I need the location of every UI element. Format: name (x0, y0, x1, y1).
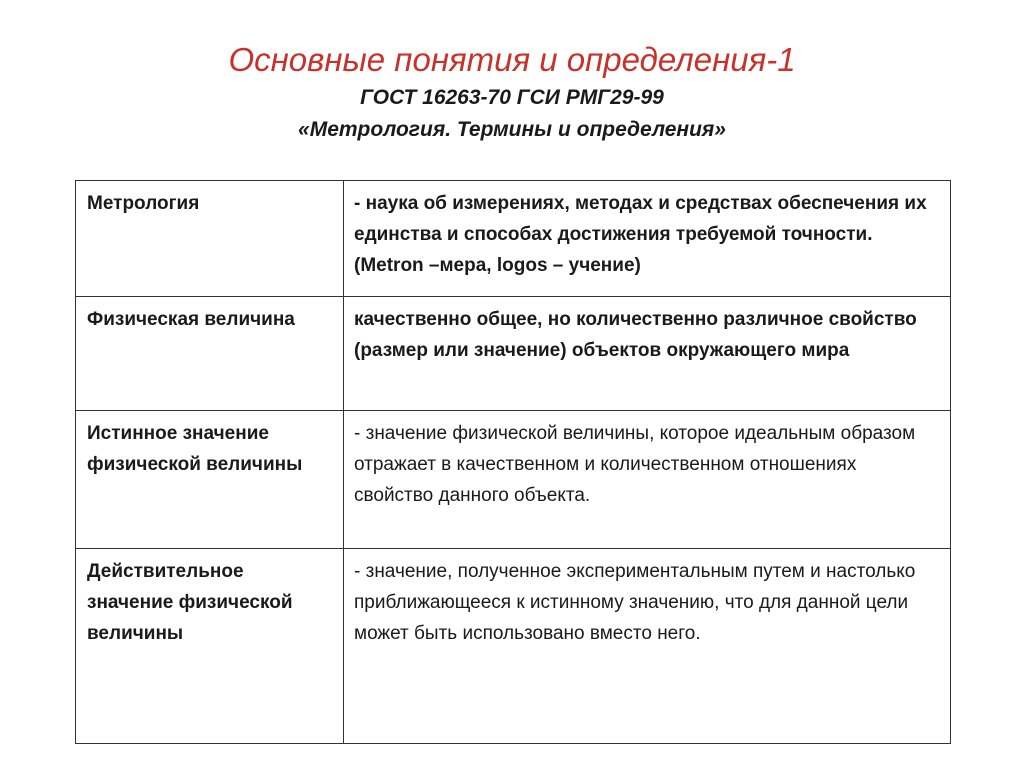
definitions-table (75, 180, 951, 744)
slide-subtitle-document: «Метрология. Термины и определения» (298, 118, 726, 141)
definition-cell: - значение физической величины, которое идеальным образом отражает в качественном и количественном отношениях свойство данного объекта. (344, 411, 951, 549)
title-block (0, 38, 1024, 146)
term-cell: Физическая величина (76, 297, 344, 411)
term-cell: Действительное значение физической величины (76, 549, 344, 744)
table-row (76, 549, 951, 744)
table-row (76, 411, 951, 549)
definition-cell: - значение, полученное экспериментальным путем и настолько приближающееся к истинному значению, что для данной цели может быть использовано вместо него. (344, 549, 951, 744)
table-row (76, 181, 951, 297)
definition-cell: качественно общее, но количественно различное свойство (размер или значение) объектов окружающего мира (344, 297, 951, 411)
table-row (76, 297, 951, 411)
slide-title: Основные понятия и определения-1 (228, 41, 796, 78)
slide-subtitle-standard: ГОСТ 16263-70 ГСИ РМГ29-99 (360, 86, 664, 109)
term-cell: Истинное значение физической величины (76, 411, 344, 549)
term-cell: Метрология (76, 181, 344, 297)
definition-cell: - наука об измерениях, методах и средствах обеспечения их единства и способах достижения требуемой точности. (Metron –мера, logos – учение) (344, 181, 951, 297)
